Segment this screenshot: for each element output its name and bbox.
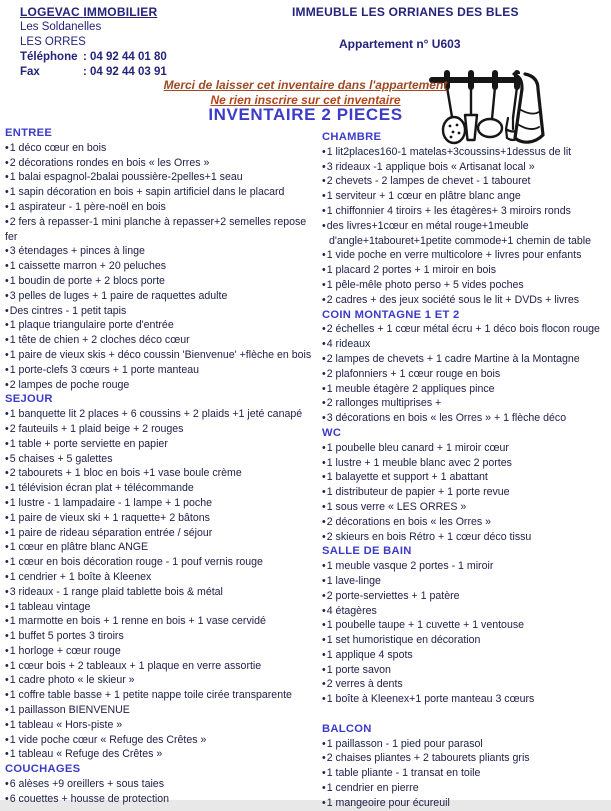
inventory-item: •1 plaque triangulaire porte d'entrée — [5, 319, 174, 332]
inventory-item: •1 marmotte en bois + 1 renne en bois + 1 vase cervidé — [5, 615, 266, 628]
bullet-icon: • — [322, 471, 326, 484]
inventory-item: •1 meuble étagère 2 appliques pince — [322, 382, 495, 395]
bullet-icon: • — [5, 674, 9, 687]
inventory-item: •2 fers à repasser-1 mini planche à repasser+2 semelles repose — [5, 215, 307, 228]
bullet-icon: • — [5, 570, 9, 583]
section-heading: SALLE DE BAIN — [322, 545, 412, 558]
inventory-item: •1 déco cœur en bois — [5, 141, 107, 154]
bullet-icon: • — [322, 663, 326, 676]
inventory-item: •1 lave-linge — [322, 574, 381, 587]
inventory-item: •2 décorations en bois « les Orres » — [322, 515, 492, 528]
phone-number: : 04 92 44 01 80 — [83, 51, 167, 63]
bullet-icon: • — [322, 574, 326, 587]
section-heading: WC — [322, 426, 342, 439]
inventory-item: •3 rideaux -1 applique bois « Artisanat local » — [322, 160, 535, 173]
bullet-icon: • — [322, 604, 326, 617]
inventory-item: •3 décorations en bois « les Orres » + 1 flèche déco — [322, 412, 567, 425]
inventory-item: fer — [5, 230, 18, 243]
bullet-icon: • — [322, 693, 326, 706]
bullet-icon: • — [322, 397, 326, 410]
inventory-item: •1 balai espagnol-2balai poussière-2pelles+1 seau — [5, 171, 243, 184]
inventory-item: •1 paire de rideau séparation entrée / séjour — [5, 526, 213, 539]
bullet-icon: • — [5, 689, 9, 702]
inventory-item: •6 alèses +9 oreillers + sous taies — [5, 778, 165, 791]
bullet-icon: • — [5, 422, 9, 435]
bullet-icon: • — [5, 541, 9, 554]
notice-block — [0, 78, 611, 108]
bullet-icon: • — [322, 619, 326, 632]
bullet-icon: • — [5, 600, 9, 613]
inventory-item: •1 tête de chien + 2 cloches déco cœur — [5, 334, 190, 347]
bullet-icon: • — [5, 245, 9, 258]
inventory-item: •1 paillasson BIENVENUE — [5, 704, 130, 717]
inventory-item: •4 rideaux — [322, 338, 371, 351]
bullet-icon: • — [5, 556, 9, 569]
bullet-icon: • — [322, 249, 326, 262]
bullet-icon: • — [322, 219, 326, 232]
section-heading: ENTREE — [5, 127, 53, 139]
bullet-icon: • — [5, 215, 9, 228]
bullet-icon: • — [322, 486, 326, 499]
bullet-icon: • — [5, 792, 9, 805]
bullet-icon: • — [322, 382, 326, 395]
bullet-icon: • — [5, 437, 9, 450]
inventory-item: •1 tableau « Hors-piste » — [5, 718, 123, 731]
bullet-icon: • — [322, 367, 326, 380]
bullet-icon: • — [5, 718, 9, 731]
bullet-icon: • — [322, 293, 326, 306]
page-title: INVENTAIRE 2 PIECES — [208, 105, 403, 124]
building-name: IMMEUBLE LES ORRIANES DES BLES — [292, 5, 519, 19]
agency-name: LOGEVAC IMMOBILIER — [20, 5, 158, 19]
inventory-item: •1 porte savon — [322, 663, 391, 676]
building-block — [292, 5, 519, 52]
bullet-icon: • — [5, 511, 9, 524]
bullet-icon: • — [5, 304, 9, 317]
phone-line — [20, 50, 167, 65]
bullet-icon: • — [322, 767, 326, 780]
bullet-icon: • — [5, 334, 9, 347]
inventory-item: •des livres+1cœur en métal rouge+1meuble — [322, 219, 529, 232]
bullet-icon: • — [322, 796, 326, 809]
section-heading: COIN MONTAGNE 1 ET 2 — [322, 308, 460, 321]
inventory-item: •1 cendrier + 1 boîte à Kleenex — [5, 570, 152, 583]
bullet-icon: • — [5, 319, 9, 332]
inventory-item: •1 tableau vintage — [5, 600, 91, 613]
bullet-icon: • — [5, 363, 9, 376]
section-heading: COUCHAGES — [5, 763, 81, 776]
inventory-item: •2 chaises pliantes + 2 tabourets pliants gris — [322, 752, 530, 765]
inventory-item: •2 rallonges multiprises + — [322, 397, 442, 410]
inventory-item: •1 vide poche cœur « Refuge des Crêtes » — [5, 733, 207, 746]
bullet-icon: • — [5, 408, 9, 421]
section-heading: BALCON — [322, 722, 372, 735]
notice-line-2: Ne rien inscrire sur cet inventaire — [210, 93, 401, 107]
inventory-item: •1 caissette marron + 20 peluches — [5, 260, 167, 273]
bullet-icon: • — [5, 200, 9, 213]
inventory-item: •4 étagères — [322, 604, 377, 617]
inventory-item: •1 horloge + cœur rouge — [5, 644, 121, 657]
section-heading: SEJOUR — [5, 393, 53, 406]
inventory-item: •1 banquette lit 2 places + 6 coussins + 2 plaids +1 jeté canapé — [5, 408, 303, 421]
inventory-item: •1 distributeur de papier + 1 porte revue — [322, 486, 510, 499]
inventory-item: •1 cendrier en pierre — [322, 782, 419, 795]
notice-line-1: Merci de laisser cet inventaire dans l'appartement — [163, 78, 448, 92]
bullet-icon: • — [5, 274, 9, 287]
inventory-item: •1 placard 2 portes + 1 miroir en bois — [322, 264, 497, 277]
inventory-item: •2 porte-serviettes + 1 patère — [322, 589, 460, 602]
bullet-icon: • — [322, 190, 326, 203]
inventory-item: •3 rideaux - 1 range plaid tablette bois & métal — [5, 585, 223, 598]
bullet-icon: • — [322, 648, 326, 661]
bullet-icon: • — [322, 500, 326, 513]
bullet-icon: • — [5, 378, 9, 391]
bullet-icon: • — [322, 175, 326, 188]
bullet-icon: • — [322, 737, 326, 750]
agency-city: LES ORRES — [20, 36, 86, 48]
bullet-icon: • — [5, 644, 9, 657]
bullet-icon: • — [322, 338, 326, 351]
inventory-item: •1 cadre photo « le skieur » — [5, 674, 135, 687]
inventory-item: •2 plafonniers + 1 cœur rouge en bois — [322, 367, 501, 380]
apartment-number: Appartement n° U603 — [339, 37, 461, 51]
inventory-item: •1 table pliante - 1 transat en toile — [322, 767, 481, 780]
bullet-icon: • — [322, 412, 326, 425]
bullet-icon: • — [322, 456, 326, 469]
bullet-icon: • — [5, 659, 9, 672]
bullet-icon: • — [322, 560, 326, 573]
bullet-icon: • — [322, 145, 326, 158]
inventory-item: d'angle+1tabouret+1petite commode+1 chemin de table — [329, 234, 592, 247]
bullet-icon: • — [5, 630, 9, 643]
bullet-icon: • — [5, 171, 9, 184]
inventory-item: •1 poubelle taupe + 1 cuvette + 1 ventouse — [322, 619, 525, 632]
inventory-item: •1 porte-clefs 3 cœurs + 1 porte manteau — [5, 363, 200, 376]
fax-label: Fax — [20, 66, 40, 78]
inventory-item: •1 balayette et support + 1 abattant — [322, 471, 488, 484]
inventory-item: •1 table + porte serviette en papier — [5, 437, 168, 450]
inventory-item: •1 télévision écran plat + télécommande — [5, 482, 194, 495]
bullet-icon: • — [322, 530, 326, 543]
inventory-item: •2 skieurs en bois Rétro + 1 cœur déco tissu — [322, 530, 532, 543]
bullet-icon: • — [5, 704, 9, 717]
inventory-item: •Des cintres - 1 petit tapis — [5, 304, 127, 317]
inventory-item: •1 aspirateur - 1 père-noël en bois — [5, 200, 166, 213]
bullet-icon: • — [322, 589, 326, 602]
inventory-item: •2 fauteuils + 1 plaid beige + 2 rouges — [5, 422, 184, 435]
bullet-icon: • — [322, 752, 326, 765]
inventory-item: •1 vide poche en verre multicolore + livres pour enfants — [322, 249, 582, 262]
bullet-icon: • — [322, 678, 326, 691]
section-heading: CHAMBRE — [322, 131, 382, 143]
bullet-icon: • — [322, 204, 326, 217]
inventory-item: •6 couettes + housse de protection — [5, 792, 170, 805]
inventory-item: •1 applique 4 spots — [322, 648, 413, 661]
bullet-icon: • — [322, 515, 326, 528]
inventory-item: •1 buffet 5 portes 3 tiroirs — [5, 630, 124, 643]
bullet-icon: • — [5, 156, 9, 169]
inventory-item: •1 paire de vieux ski + 1 raquette+ 2 bâtons — [5, 511, 210, 524]
inventory-item: •1 cœur en plâtre blanc ANGE — [5, 541, 149, 554]
inventory-item: •2 décorations rondes en bois « les Orres » — [5, 156, 210, 169]
inventory-item: •1 mangeoire pour écureuil — [322, 796, 450, 809]
bullet-icon: • — [5, 778, 9, 791]
bullet-icon: • — [322, 634, 326, 647]
inventory-item: •1 cœur bois + 2 tableaux + 1 plaque en verre assortie — [5, 659, 262, 672]
bullet-icon: • — [322, 160, 326, 173]
bullet-icon: • — [5, 289, 9, 302]
bullet-icon: • — [322, 782, 326, 795]
bullet-icon: • — [322, 352, 326, 365]
fax-number: : 04 92 44 03 91 — [83, 66, 167, 78]
inventory-item: •2 lampes de chevets + 1 cadre Martine à la Montagne — [322, 352, 580, 365]
inventory-item: •1 lit2places160-1 matelas+3coussins+1dessus de lit — [322, 145, 572, 158]
inventory-item: •1 pêle-mêle photo perso + 5 vides poches — [322, 278, 524, 291]
inventory-item: •1 coffre table basse + 1 petite nappe toile cirée transparente — [5, 689, 292, 702]
inventory-item: •2 verres à dents — [322, 678, 403, 691]
inventory-item: •2 chevets - 2 lampes de chevet - 1 tabouret — [322, 175, 531, 188]
bullet-icon: • — [5, 186, 9, 199]
inventory-item: •1 serviteur + 1 cœur en plâtre blanc ange — [322, 190, 521, 203]
inventory-column-right — [322, 130, 611, 811]
inventory-item: •1 poubelle bleu canard + 1 miroir cœur — [322, 441, 509, 454]
bullet-icon: • — [322, 323, 326, 336]
bullet-icon: • — [5, 260, 9, 273]
bullet-icon: • — [5, 141, 9, 154]
bullet-icon: • — [5, 733, 9, 746]
inventory-item: •1 sous verre « LES ORRES » — [322, 500, 467, 513]
agency-residence: Les Soldanelles — [20, 21, 102, 33]
agency-block — [20, 5, 167, 80]
inventory-item: •5 chaises + 5 galettes — [5, 452, 113, 465]
bullet-icon: • — [322, 278, 326, 291]
inventory-item: •3 pelles de luges + 1 paire de raquettes adulte — [5, 289, 228, 302]
inventory-item: •2 lampes de poche rouge — [5, 378, 130, 391]
inventory-item: •1 boudin de porte + 2 blocs porte — [5, 274, 165, 287]
inventory-item: •2 échelles + 1 cœur métal écru + 1 déco bois flocon rouge — [322, 323, 600, 336]
inventory-item: •2 tabourets + 1 bloc en bois +1 vase boule crème — [5, 467, 242, 480]
inventory-item: •1 boîte à Kleenex+1 porte manteau 3 cœurs — [322, 693, 535, 706]
bullet-icon: • — [322, 441, 326, 454]
bullet-icon: • — [5, 496, 9, 509]
inventory-item: •1 paire de vieux skis + déco coussin 'Bienvenue' +flèche en bois — [5, 348, 312, 361]
bullet-icon: • — [5, 452, 9, 465]
inventory-item: •1 set humoristique en décoration — [322, 634, 481, 647]
inventory-item: •2 cadres + des jeux société sous le lit + DVDs + livres — [322, 293, 580, 306]
inventory-item: •1 lustre - 1 lampadaire - 1 lampe + 1 poche — [5, 496, 212, 509]
bullet-icon: • — [322, 264, 326, 277]
inventory-column-left — [5, 126, 321, 807]
inventory-item: •1 sapin décoration en bois + sapin artificiel dans le placard — [5, 186, 285, 199]
bullet-icon: • — [5, 482, 9, 495]
inventory-item: •1 tableau « Refuge des Crêtes » — [5, 748, 163, 761]
inventory-item: •3 étendages + pinces à linge — [5, 245, 145, 258]
inventory-item: •1 meuble vasque 2 portes - 1 miroir — [322, 560, 494, 573]
inventory-item: •1 paillasson - 1 pied pour parasol — [322, 737, 483, 750]
inventory-item: •1 lustre + 1 meuble blanc avec 2 portes — [322, 456, 512, 469]
bullet-icon: • — [5, 467, 9, 480]
bullet-icon: • — [5, 348, 9, 361]
bullet-icon: • — [5, 526, 9, 539]
bullet-icon: • — [5, 585, 9, 598]
inventory-item: •1 cœur en bois décoration rouge - 1 pouf vernis rouge — [5, 556, 263, 569]
inventory-item: •1 chiffonnier 4 tiroirs + les étagères+ 3 miroirs ronds — [322, 204, 571, 217]
bullet-icon: • — [5, 748, 9, 761]
phone-label: Téléphone — [20, 51, 78, 63]
bullet-icon: • — [5, 615, 9, 628]
